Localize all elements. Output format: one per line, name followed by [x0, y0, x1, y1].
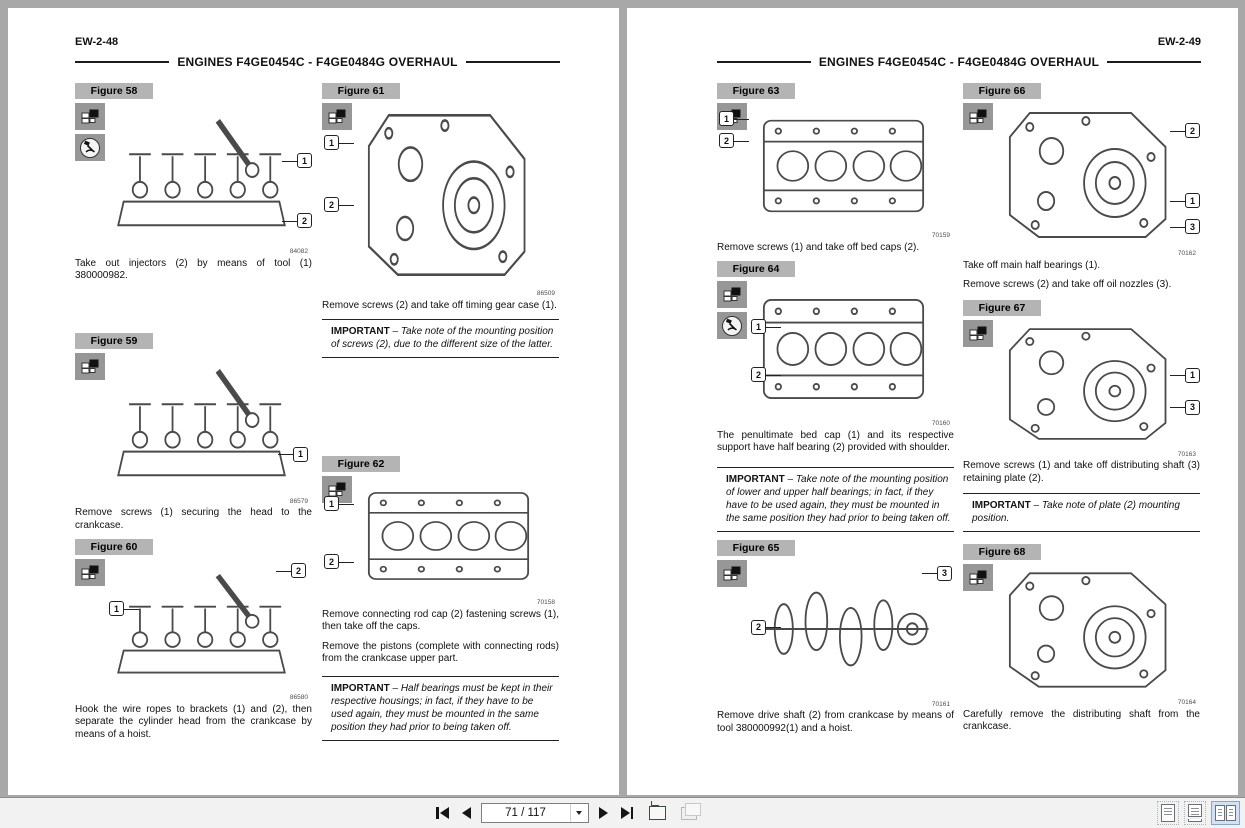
figure-illustration — [717, 558, 954, 700]
figure-label: Figure 63 — [717, 83, 795, 99]
valve-train-drawing — [111, 105, 292, 243]
title-rule-left — [75, 61, 169, 63]
crankcase-side-drawing — [999, 566, 1180, 694]
callout-1: 1 — [324, 135, 339, 150]
figure-caption: Remove screws (1) and take off bed caps (2). — [717, 241, 920, 253]
figure-68 — [963, 544, 1200, 734]
column-right — [963, 83, 1200, 742]
figure-illustration — [963, 318, 1200, 450]
important-label: IMPORTANT — [331, 326, 390, 337]
callout-1: 1 — [719, 111, 734, 126]
title-rule-right — [1107, 61, 1201, 63]
column-left — [717, 83, 954, 742]
parts-diagram-icon — [322, 103, 352, 130]
column-left — [75, 83, 312, 749]
callout-1: 1 — [324, 496, 339, 511]
first-page-arrow-icon — [440, 807, 449, 819]
callout-1: 1 — [1185, 368, 1200, 383]
timing-gear-case-drawing — [358, 105, 539, 285]
important-label: IMPORTANT — [331, 682, 390, 694]
figure-illustration — [717, 101, 954, 231]
callout-2: 2 — [291, 563, 306, 578]
callout-2: 2 — [324, 554, 339, 569]
page-number-combo — [481, 803, 589, 823]
retaining-plate-drawing — [999, 322, 1180, 446]
callout-3: 3 — [1185, 219, 1200, 234]
figure-64 — [717, 261, 954, 532]
previous-page-button[interactable] — [459, 805, 474, 821]
figure-60 — [75, 539, 312, 741]
parts-diagram-icon — [75, 559, 105, 586]
figure-ref-number: 70159 — [931, 232, 950, 239]
parts-diagram-icon — [75, 103, 105, 130]
figure-caption: Hook the wire ropes to brackets (1) and (2), then separate the cylinder head from the crankcase by means of a hoist. — [75, 703, 312, 740]
figure-label: Figure 60 — [75, 539, 153, 555]
figure-caption: Carefully remove the distributing shaft from the crankcase. — [963, 708, 1200, 732]
next-view-button[interactable] — [679, 805, 699, 822]
cylinder-head-drawing — [111, 355, 292, 493]
figure-65 — [717, 540, 954, 736]
next-page-arrow-icon — [599, 807, 608, 819]
next-view-icon — [681, 807, 697, 820]
first-page-button[interactable] — [433, 805, 452, 821]
figure-caption: Take off main half bearings (1). — [963, 259, 1101, 271]
figure-illustration — [322, 101, 559, 289]
title-rule-left — [717, 61, 811, 63]
page-number-input[interactable] — [482, 804, 570, 822]
main-bearings-drawing — [999, 105, 1180, 245]
figure-ref-number: 84082 — [289, 248, 308, 255]
page-code: EW-2-48 — [75, 36, 119, 48]
bed-cap-removal-drawing — [753, 283, 934, 415]
figure-illustration — [75, 351, 312, 497]
page-left — [8, 8, 619, 795]
page-code: EW-2-49 — [1157, 36, 1201, 48]
important-separator: – — [392, 682, 399, 694]
figure-ref-number: 86580 — [289, 694, 308, 701]
figure-caption: Remove screws (1) and take off distributing shaft (3) retaining plate (2). — [963, 460, 1200, 484]
figure-caption: Take out injectors (2) by means of tool (1) 380000982. — [75, 257, 312, 281]
figure-ref-number: 86579 — [289, 497, 308, 505]
special-tool-icon — [75, 134, 105, 161]
figure-ref-number: 86509 — [536, 290, 555, 297]
figure-ref-number: 70161 — [931, 700, 950, 708]
cylinder-head-hoist-drawing — [111, 561, 292, 689]
section-title-bar — [75, 55, 560, 69]
section-title: ENGINES F4GE0454C - F4GE0484G OVERHAUL — [177, 55, 458, 69]
figure-63 — [717, 83, 954, 254]
important-separator: – — [392, 326, 399, 337]
figure-ref-number: 70164 — [1177, 699, 1196, 706]
connecting-rod-caps-drawing — [358, 478, 539, 594]
previous-page-arrow-icon — [462, 807, 471, 819]
figure-58 — [75, 83, 312, 283]
last-page-arrow-icon — [621, 807, 630, 819]
callout-3: 3 — [1185, 400, 1200, 415]
important-note — [322, 676, 559, 741]
important-note — [717, 467, 954, 532]
figure-label: Figure 67 — [963, 300, 1041, 316]
callout-2: 2 — [751, 620, 766, 635]
figure-caption: Remove the pistons (complete with connecting rods) from the crankcase upper part. — [322, 640, 559, 664]
last-page-bar-icon — [631, 807, 634, 819]
title-rule-right — [466, 61, 560, 63]
figure-ref-number: 70158 — [536, 599, 555, 606]
figure-66 — [963, 83, 1200, 292]
parts-diagram-icon — [717, 560, 747, 587]
callout-3: 3 — [937, 566, 952, 581]
figure-label: Figure 65 — [717, 540, 795, 556]
last-page-button[interactable] — [618, 805, 637, 821]
callout-2: 2 — [324, 197, 339, 212]
figure-label: Figure 64 — [717, 261, 795, 277]
figure-caption: Remove screws (2) and take off timing gear case (1). — [322, 299, 557, 311]
figure-ref-number: 70163 — [1177, 450, 1196, 458]
continuous-pages-icon — [1188, 804, 1202, 822]
figure-caption: Remove screws (2) and take off oil nozzles (3). — [963, 279, 1172, 290]
important-separator: – — [787, 473, 794, 485]
chevron-down-icon — [576, 811, 582, 815]
figure-67 — [963, 300, 1200, 533]
figure-label: Figure 62 — [322, 456, 400, 472]
callout-1: 1 — [293, 447, 308, 462]
previous-view-button[interactable] — [647, 804, 668, 822]
figure-59 — [75, 333, 312, 533]
section-title-bar — [717, 55, 1201, 69]
single-page-layout-button[interactable] — [1157, 801, 1179, 825]
figure-illustration — [963, 101, 1200, 249]
figure-label: Figure 68 — [963, 544, 1041, 560]
important-text: Half bearings must be kept in their respective housings; in fact, if they have to be used again, they must be mounted in the same position they had prior to being taken off. — [331, 682, 553, 733]
page-layout-controls — [1157, 801, 1240, 825]
special-tool-icon — [717, 312, 747, 339]
figure-label: Figure 59 — [75, 333, 153, 349]
parts-diagram-icon — [963, 564, 993, 591]
figure-label: Figure 66 — [963, 83, 1041, 99]
figure-caption: The penultimate bed cap (1) and its respective support have half bearing (2) provided with shoulder. — [717, 429, 954, 453]
important-note — [322, 319, 559, 358]
facing-pages-layout-button[interactable] — [1211, 801, 1240, 825]
continuous-layout-button[interactable] — [1184, 801, 1206, 825]
figure-62 — [322, 456, 559, 741]
parts-diagram-icon — [717, 281, 747, 308]
callout-2: 2 — [1185, 123, 1200, 138]
section-title: ENGINES F4GE0454C - F4GE0484G OVERHAUL — [818, 55, 1100, 69]
parts-diagram-icon — [75, 353, 105, 380]
figure-caption: Remove connecting rod cap (2) fastening screws (1), then take off the caps. — [322, 608, 559, 632]
callout-1: 1 — [297, 153, 312, 168]
next-page-button[interactable] — [596, 805, 611, 821]
figure-caption: Remove screws (1) securing the head to the crankcase. — [75, 507, 312, 531]
important-text: Take note of the mounting position of screws (2), due to the different size of the latter. — [331, 326, 554, 350]
important-note — [963, 493, 1200, 532]
callout-2: 2 — [751, 367, 766, 382]
bed-caps-drawing — [753, 105, 934, 227]
page-navigation — [433, 798, 699, 828]
first-page-bar-icon — [436, 807, 439, 819]
callout-2: 2 — [719, 133, 734, 148]
figure-illustration — [75, 557, 312, 693]
important-text: Take note of plate (2) mounting position. — [972, 500, 1180, 524]
figure-illustration — [963, 562, 1200, 698]
parts-diagram-icon — [963, 103, 993, 130]
callout-1: 1 — [109, 601, 124, 616]
crankshaft-drawing — [753, 562, 934, 696]
callout-1: 1 — [751, 319, 766, 334]
callout-2: 2 — [297, 213, 312, 228]
facing-pages-icon — [1215, 805, 1236, 821]
figure-caption: Remove drive shaft (2) from crankcase by means of tool 380000992(1) and a hoist. — [717, 710, 954, 734]
important-label: IMPORTANT — [726, 473, 785, 485]
figure-illustration — [322, 474, 559, 598]
important-text: Take note of the mounting position of lower and upper half bearings; in fact, if they have to be used again, they must be mounted in the same position they had prior to being taken off. — [726, 473, 951, 524]
figure-illustration — [75, 101, 312, 247]
document-area — [8, 8, 1238, 795]
important-label: IMPORTANT — [972, 500, 1031, 511]
pdf-toolbar — [0, 797, 1245, 828]
figure-label: Figure 61 — [322, 83, 400, 99]
figure-ref-number: 70160 — [931, 420, 950, 427]
column-right — [322, 83, 559, 749]
figure-61 — [322, 83, 559, 358]
figure-ref-number: 70162 — [1177, 250, 1196, 257]
single-page-icon — [1161, 804, 1175, 822]
page-right — [627, 8, 1238, 795]
page-dropdown-button[interactable] — [570, 804, 587, 822]
callout-1: 1 — [1185, 193, 1200, 208]
figure-illustration — [717, 279, 954, 419]
important-separator: – — [1033, 500, 1040, 511]
figure-label: Figure 58 — [75, 83, 153, 99]
parts-diagram-icon — [963, 320, 993, 347]
previous-view-icon — [649, 806, 666, 820]
